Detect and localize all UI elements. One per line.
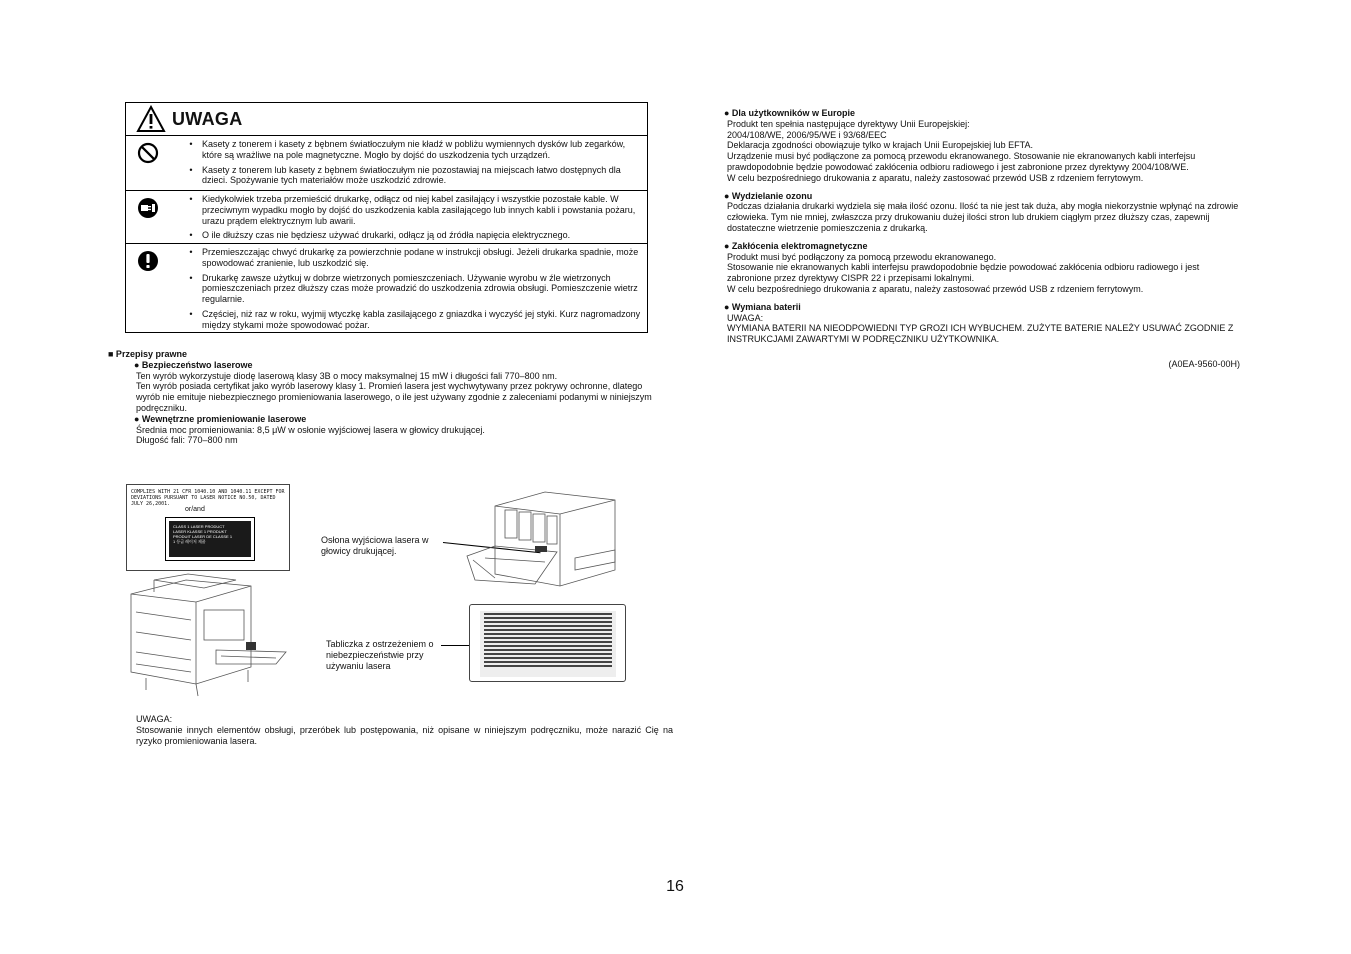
compliance-text: COMPLIES WITH 21 CFR 1040.10 AND 1040.11 EXCEPT FOR DEVIATIONS PURSUANT TO LASER NOTICE NO.50, DATED JULY 26,2001. (131, 489, 285, 507)
printer-illustration-left (126, 572, 291, 704)
class1-line: 1 등급 레이저 제품 (173, 539, 206, 544)
laser-safety-line: Ten wyrób posiada certyfikat jako wyrób laserowy klasy 1. Promień lasera jest wychwytywany przez pokrywy ochronne, dlatego wyrób nie emituje niebezpiecznego promieniowania laserowego, o ile jest używany zgodnie z zaleceniami podanymi w niniejszym podręczniku. (136, 381, 652, 413)
note-text: Stosowanie innych elementów obsługi, przeróbek lub postępowania, niż opisane w niniejszym podręczniku, może narazić Cię na ryzyko promieniowania lasera. (136, 724, 673, 746)
right-column (724, 108, 1244, 352)
emi-line: W celu bezpośredniego drukowania z aparatu, należy zastosować przewód USB z rdzeniem ferrytowym. (727, 283, 1144, 294)
laser-warning-label-figure (469, 604, 626, 682)
battery-heading: ● Wymiana baterii (724, 301, 801, 312)
compliance-label (126, 484, 290, 571)
warning-item: • Kiedykolwiek trzeba przemieścić drukarkę, odłącz od niej kabel zasilający i wszystkie pozostałe kable. W przeciwnym wypadku mogło by dojść do uszkodzenia kabla zasilającego lub innych kabli i powstania pożaru, urazu prądem elektrycznym lub awarii. (189, 194, 636, 226)
class1-line: CLASS 1 LASER PRODUCT (173, 524, 225, 529)
internal-radiation-line: Długość fali: 770–800 nm (136, 435, 238, 446)
warning-title: UWAGA (172, 109, 243, 129)
or-and-text: or/and (185, 506, 205, 513)
ozone-heading: ● Wydzielanie ozonu (724, 190, 813, 201)
warning-section-prohibition (126, 136, 647, 191)
battery-line: UWAGA: (727, 312, 764, 323)
warning-item: • O ile dłuższy czas nie będziesz używać drukarki, odłącz ją od źródła napięcia elektrycznego. (189, 230, 571, 241)
warning-item: • Kasety z tonerem lub kasety z bębnem światłoczułym nie pozostawiaj na miejscach łatwo dostępnych dla dzieci. Spożywanie tych materiałów może uszkodzić zdrowie. (189, 164, 621, 186)
warning-box (125, 102, 648, 333)
europe-line: Deklaracja zgodności obowiązuje tylko w krajach Unii Europejskiej lub EFTA. (727, 140, 1033, 151)
emi-line: Produkt musi być podłączony za pomocą przewodu ekranowanego. (727, 251, 997, 262)
europe-section (724, 108, 1244, 184)
internal-radiation-line: Średnia moc promieniowania: 8,5 μW w osłonie wyjściowej lasera w głowicy drukującej. (136, 424, 485, 435)
ozone-line: Podczas działania drukarki wydziela się mała ilość ozonu. Ilość ta nie jest tak duża, aby mogła niekorzystnie wpłynąć na zdrowie człowieka. Tym nie mniej, zwłaszcza przy drukowaniu dużej ilości stron lub drukiem ciągłym przez dłuższy czas, zapewnij dostateczne wietrzenie pomieszczenia z drukarką. (727, 201, 1239, 233)
laser-safety-heading: ● Bezpieczeństwo laserowe (134, 359, 253, 370)
emi-section (724, 241, 1244, 295)
warning-section-unplug (126, 191, 647, 244)
europe-line: Produkt ten spełnia następujące dyrektywy Unii Europejskiej: (727, 118, 970, 129)
europe-line: W celu bezpośredniego drukowania z aparatu, należy zastosować przewód USB z rdzeniem ferrytowym. (727, 172, 1144, 183)
prohibition-icon (137, 142, 159, 164)
europe-line: 2004/108/WE, 2006/95/WE i 93/68/EEC (727, 129, 887, 140)
laser-safety-line: Ten wyrób wykorzystuje diodę laserową klasy 3B o mocy maksymalnej 15 mW i długości fali 770–800 nm. (136, 370, 558, 381)
battery-line: WYMIANA BATERII NA NIEODPOWIEDNI TYP GROZI ICH WYBUCHEM. ZUŻYTE BATERIE NALEŻY USUWAĆ ZGODNIE Z INSTRUKCJAMI ZAWARTYMI W PODRĘCZNIKU UŻYTKOWNIKA. (727, 323, 1234, 345)
callout-leader-line (441, 645, 469, 646)
warning-item: • Przemieszczając chwyć drukarkę za powierzchnie podane w instrukcji obsługi. Jeżeli drukarka spadnie, może spowodować zranienie, lub uszkodzić się. (189, 247, 639, 268)
warning-item: • Kasety z tonerem i kasety z bębnem światłoczułym nie kładź w pobliżu wymiennych dysków lub zegarków, które są wrażliwe na pole magnetyczne. Mogło by dojść do uszkodzenia tych urządzeń. (189, 139, 626, 160)
warning-item: • Drukarkę zawsze użytkuj w dobrze wietrzonych pomieszczeniach. Używanie wyrobu w źle wietrzonych pomieszczeniach przez dłuższy czas może prowadzić do uszkodzenia zdrowia obsługi. Pomieszczenie wietrz regularnie. (189, 272, 638, 305)
legal-section (108, 349, 653, 446)
page-number: 16 (666, 878, 684, 895)
printer-illustration-right (465, 488, 625, 588)
class1-line: PRODUIT LASER DE CLASSE 1 (173, 534, 233, 539)
warning-section-exclamation (126, 244, 647, 332)
callout-warning-label: Tabliczka z ostrzeżeniem o niebezpieczeństwie przy używaniu lasera (326, 639, 434, 671)
class1-label (165, 517, 255, 561)
battery-section (724, 302, 1244, 345)
reference-code: (A0EA-9560-00H) (1168, 359, 1240, 369)
emi-line: Stosowanie nie ekranowanych kabli interfejsu prawdopodobnie będzie powodować zakłócenia odbioru radiowego i jest zabronione przez dyrektywy CISPR 22 i przepisami lokalnymi. (727, 262, 1200, 284)
laser-note (136, 714, 673, 746)
warning-triangle-icon (136, 105, 166, 133)
exclamation-icon (137, 250, 159, 272)
emi-heading: ● Zakłócenia elektromagnetyczne (724, 240, 868, 251)
warning-item: • Częściej, niż raz w roku, wyjmij wtyczkę kabla zasilającego z gniazdka i wyczyść jej styki. Kurz nagromadzony między stykami może spowodować pożar. (189, 308, 641, 330)
europe-heading: ● Dla użytkowników w Europie (724, 108, 855, 118)
note-title: UWAGA: (136, 714, 173, 724)
callout-laser-shield: Osłona wyjściowa lasera w głowicy drukującej. (321, 535, 429, 556)
legal-heading: ■ Przepisy prawne (108, 349, 187, 359)
internal-radiation-heading: ● Wewnętrzne promieniowanie laserowe (134, 413, 307, 424)
class1-line: LASER KLASSE 1 PRODUKT (173, 529, 227, 534)
europe-line: Urządzenie musi być podłączone za pomocą przewodu ekranowanego. Stosowanie nie ekranowanych kabli interfejsu prawdopodobnie będzie powodować zakłócenia odbioru radiowego i jest zabronione przez dyrektywy 2004/108/WE. (727, 151, 1196, 172)
unplug-icon (137, 197, 159, 219)
ozone-section (724, 191, 1244, 234)
warning-header (126, 103, 647, 136)
